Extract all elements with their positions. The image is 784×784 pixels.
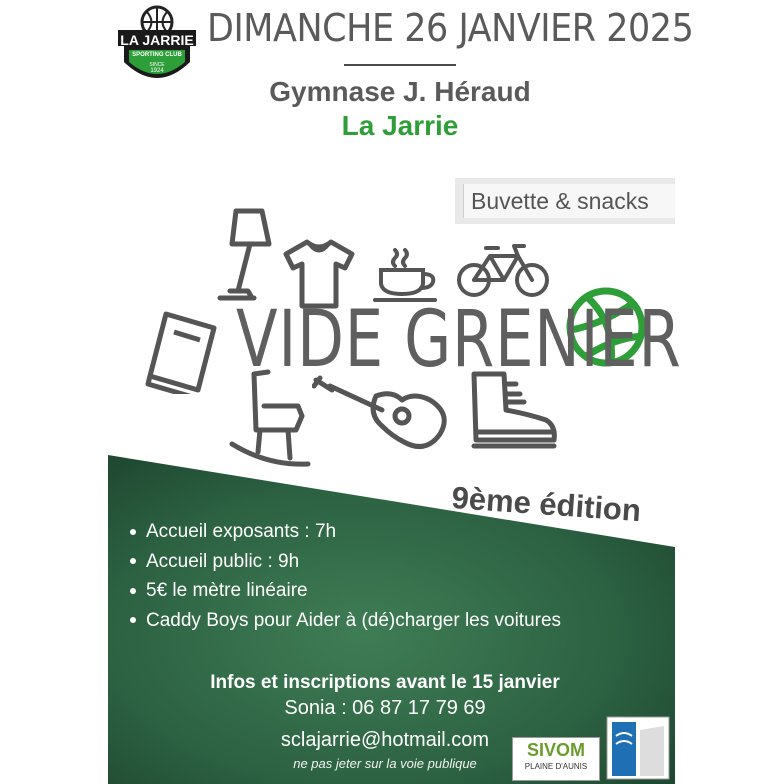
sivom-logo-sub: PLAINE D'AUNIS [524,762,588,771]
book-icon [144,308,218,394]
bicycle-icon [456,240,550,302]
buvette-badge: Buvette & snacks [463,184,675,218]
info-text: Accueil public : 9h [146,550,300,572]
logo-since: SINCE [149,62,165,68]
contact-email: sclajarrie@hotmail.com [280,729,490,751]
info-text: Accueil exposants : 7h [146,521,337,542]
contact-phone: Sonia : 06 87 17 79 69 [284,697,486,719]
bullet-icon [130,617,136,623]
guitar-icon [312,374,452,454]
bullet-icon [130,588,136,594]
disposal-note: ne pas jeter sur la voie publique [293,756,477,771]
sivom-logo-text: SIVOM [526,740,585,760]
logo-name: LA JARRIE [120,32,194,48]
logo-sub: SPORTING CLUB [132,52,182,58]
header-divider [344,64,456,66]
list-item [128,606,561,636]
bullet-icon [130,558,136,564]
list-item [128,547,561,577]
sivom-logo [512,737,600,781]
edition-label: 9ème édition [450,480,643,529]
event-title: VIDE GRENIER [236,295,682,385]
logo-year: 1924 [150,68,164,74]
info-list [128,517,561,635]
list-item [128,576,561,606]
venue-name: Gymnase J. Héraud [269,76,531,107]
town-name: La Jarrie [341,110,459,141]
list-item [128,517,561,547]
bullet-icon [130,529,136,535]
event-date: DIMANCHE 26 JANVIER 2025 [207,6,694,50]
info-text: Caddy Boys pour Aider à (dé)charger les voitures [146,609,562,631]
lamp-icon [212,206,274,306]
municipality-logo-icon [606,716,670,780]
registration-headline: Infos et inscriptions avant le 15 janvier [210,672,560,693]
info-text: 5€ le mètre linéaire [146,580,308,601]
